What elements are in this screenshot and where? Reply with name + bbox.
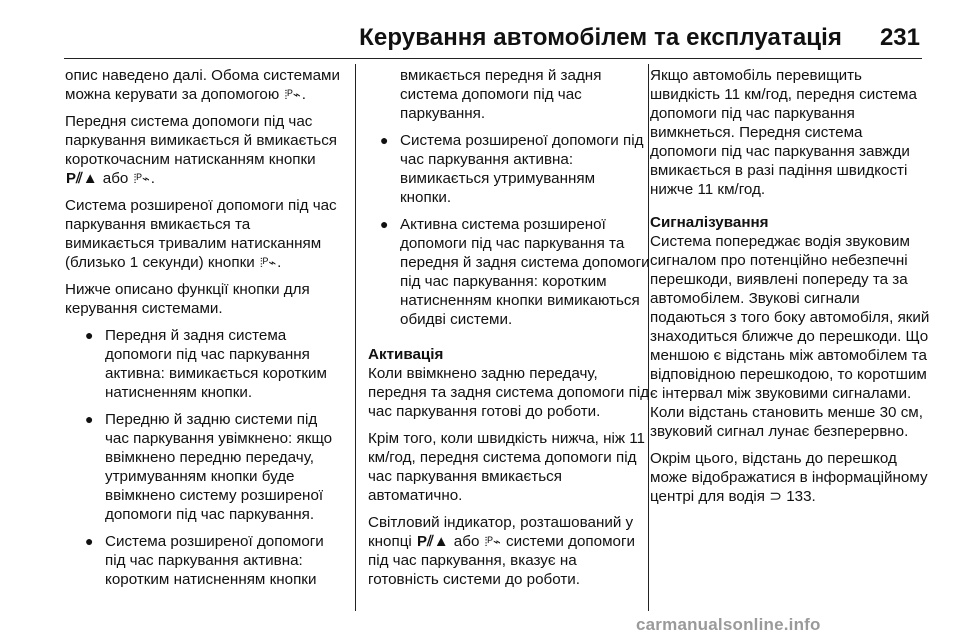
- column-1: [65, 66, 343, 597]
- list-item: ● Система розширеної допомоги під час паркування активна: вимикається утримуванням кнопки.: [380, 132, 644, 206]
- list-item: ● Активна система розширеної допомоги під час паркування та передня й задня система допомоги під час паркування: коротким натисненням кнопки вимикаються обидві системи.: [380, 216, 650, 328]
- column-divider: [355, 64, 356, 611]
- park-assist-icon: ⦙ᴾ⌁: [133, 171, 150, 186]
- paragraph: Нижче описано функції кнопки для керування системами.: [65, 281, 310, 317]
- section-heading: Сигналізування: [650, 214, 769, 231]
- page-title: Керування автомобілем та експлуатація: [359, 24, 842, 51]
- park-assist-icon: ⦙ᴾ⌁: [284, 87, 301, 102]
- paragraph: Якщо автомобіль перевищить швидкість 11 км/год, передня система допомоги під час паркування вимкнеться. Передня система допомоги під час паркування завжди вмикається в разі падіння швидкості нижче 11 км/год.: [650, 67, 917, 198]
- column-2: [368, 66, 650, 597]
- paragraph: вмикається передня й задня система допомоги під час паркування.: [400, 67, 602, 122]
- paragraph: Система попереджає водія звуковим сигналом про потенційно небезпечні перешкоди, виявлені попереду та за автомобілем. Звукові сигнали подаються з того боку автомобіля, який знаходиться ближче до перешкоди. Що меншою є відстань між автомобілем та відповідною перешкодою, то коротшим є інтервал між звуковими сигналами. Коли відстань становить менше 30 см, звуковий сигнал лунає безперервно.: [650, 233, 930, 440]
- paragraph: Передня система допомоги під час паркування вимикається й вмикається короткочасним натисканням кнопки P⫽▲ або ⦙ᴾ⌁.: [65, 113, 338, 187]
- park-p-icon: P⫽▲: [417, 533, 449, 550]
- section-heading: Активація: [368, 346, 444, 363]
- list-item: ● Система розширеної допомоги під час паркування активна: коротким натисненням кнопки: [85, 533, 324, 588]
- paragraph: Крім того, коли швидкість нижча, ніж 11 км/год, передня система допомоги під час паркування вмикається автоматично.: [368, 430, 646, 504]
- paragraph: Система розширеної допомоги під час паркування вмикається та вимикається тривалим натисканням (близько 1 секунди) кнопки ⦙ᴾ⌁.: [65, 197, 337, 271]
- paragraph: Світловий індикатор, розташований у кнопці P⫽▲ або ⦙ᴾ⌁ системи допомоги під час паркування, вказує на готовність системи до роботи.: [368, 514, 635, 588]
- list-item: ● Передню й задню системи під час паркування увімкнено: якщо ввімкнено передню передачу, утримуванням кнопки буде ввімкнено систему розширеної допомоги під час паркування.: [85, 411, 333, 523]
- column-3: [650, 66, 933, 514]
- bullet-list: [65, 326, 343, 589]
- paragraph: опис наведено далі. Обома системами можна керувати за допомогою ⦙ᴾ⌁.: [65, 67, 340, 103]
- park-p-icon: P⫽▲: [66, 170, 98, 187]
- bullet-icon: ●: [85, 327, 94, 343]
- cross-reference-icon: ⊃: [769, 488, 782, 505]
- watermark: carmanualsonline.info: [636, 615, 821, 634]
- bullet-icon: ●: [380, 216, 389, 232]
- paragraph: Коли ввімкнено задню передачу, передня та задня система допомоги під час паркування готові до роботи.: [368, 365, 650, 420]
- cross-reference-page[interactable]: 133.: [786, 488, 816, 505]
- bullet-icon: ●: [380, 132, 389, 148]
- park-assist-icon: ⦙ᴾ⌁: [484, 534, 501, 549]
- bullet-icon: ●: [85, 411, 94, 427]
- page-header: [64, 22, 922, 59]
- park-assist-icon: ⦙ᴾ⌁: [259, 255, 277, 270]
- paragraph: Окрім цього, відстань до перешкод може відображатися в інформаційному центрі для водія ⊃ 133.: [650, 450, 928, 505]
- page-number: 231: [879, 24, 920, 51]
- bullet-icon: ●: [85, 533, 94, 549]
- bullet-list: [368, 131, 650, 329]
- list-item: ● Передня й задня система допомоги під час паркування активна: вимикається коротким натисненням кнопки.: [85, 327, 327, 401]
